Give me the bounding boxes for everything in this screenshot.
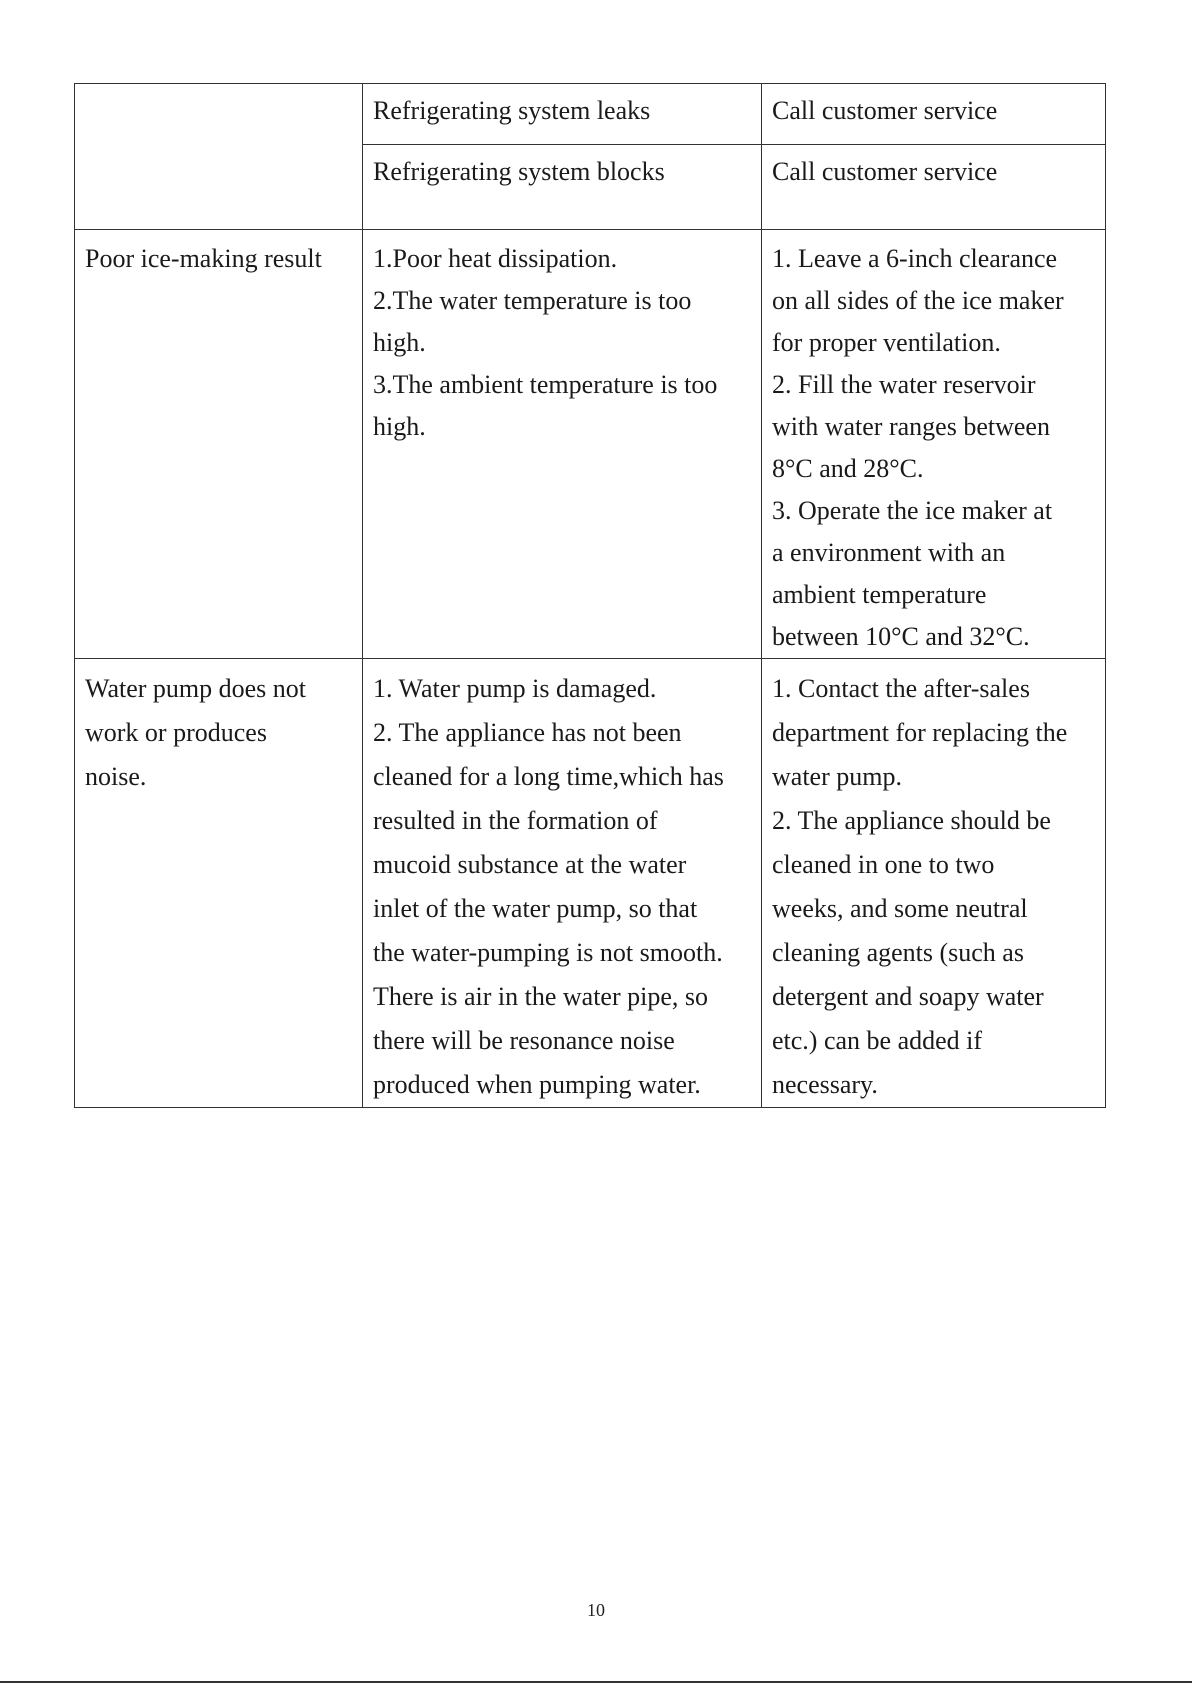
cell-text-line: weeks, and some neutral — [772, 894, 1028, 923]
cell-text-line: 8°C and 28°C. — [772, 454, 924, 483]
cell-text-line: cleaned for a long time,which has — [373, 762, 724, 791]
cell-text-line: cleaning agents (such as — [772, 938, 1024, 967]
cell-text-line: between 10°C and 32°C. — [772, 622, 1030, 651]
cell-text-line: a environment with an — [772, 538, 1006, 567]
cell-text-line: for proper ventilation. — [772, 328, 1001, 357]
cell-text-line: mucoid substance at the water — [373, 850, 687, 879]
cell-text-line: 3. Operate the ice maker at — [772, 496, 1053, 525]
cause-cell — [363, 84, 762, 145]
cell-text-line: ambient temperature — [772, 580, 987, 609]
problem-cell — [75, 659, 363, 1108]
cell-text-line: 1. Leave a 6-inch clearance — [772, 244, 1058, 273]
cell-text-line: Refrigerating system blocks — [373, 157, 665, 186]
cell-text-line: 1. Contact the after-sales — [772, 674, 1030, 703]
cell-text-line: Call customer service — [772, 157, 998, 186]
cell-text-line: resulted in the formation of — [373, 806, 658, 835]
table-row — [75, 84, 1106, 145]
cell-text-line: high. — [373, 328, 426, 357]
cell-text-line: Poor ice-making result — [85, 244, 322, 273]
cell-text-line: on all sides of the ice maker — [772, 286, 1064, 315]
cell-text-line: 2. The appliance should be — [772, 806, 1051, 835]
cell-text-line: high. — [373, 412, 426, 441]
problem-cell — [75, 84, 363, 145]
table-row — [75, 659, 1106, 1108]
solution-cell — [762, 659, 1106, 1108]
page-number: 10 — [587, 1600, 605, 1620]
solution-cell — [762, 230, 1106, 659]
cause-cell — [363, 659, 762, 1108]
solution-cell — [762, 145, 1106, 230]
cell-text-line: cleaned in one to two — [772, 850, 995, 879]
cell-text-line: 1.Poor heat dissipation. — [373, 244, 618, 273]
solution-cell — [762, 84, 1106, 145]
cell-text-line: produced when pumping water. — [373, 1070, 701, 1099]
table-row — [75, 145, 1106, 230]
cell-text-line: There is air in the water pipe, so — [373, 982, 708, 1011]
table-row — [75, 230, 1106, 659]
cell-text-line: 3.The ambient temperature is too — [373, 370, 718, 399]
cell-text-line: water pump. — [772, 762, 902, 791]
cell-text-line: Water pump does not — [85, 674, 307, 703]
footer-divider — [0, 1681, 1192, 1683]
cell-text-line: with water ranges between — [772, 412, 1050, 441]
cell-text-line: necessary. — [772, 1070, 878, 1099]
cell-text-line: department for replacing the — [772, 718, 1068, 747]
problem-cell — [75, 230, 363, 659]
cell-text-line: detergent and soapy water — [772, 982, 1044, 1011]
cell-text-line: etc.) can be added if — [772, 1026, 983, 1055]
cell-text-line: Refrigerating system leaks — [373, 96, 651, 125]
cell-text-line: 1. Water pump is damaged. — [373, 674, 657, 703]
cell-text-line: there will be resonance noise — [373, 1026, 675, 1055]
cell-text-line: 2. The appliance has not been — [373, 718, 682, 747]
cell-text-line: 2. Fill the water reservoir — [772, 370, 1036, 399]
cell-text-line: inlet of the water pump, so that — [373, 894, 698, 923]
cell-text-line: the water-pumping is not smooth. — [373, 938, 723, 967]
cause-cell — [363, 230, 762, 659]
cause-cell — [363, 145, 762, 230]
cell-text-line: noise. — [85, 762, 147, 791]
problem-cell — [75, 145, 363, 230]
cell-text-line: 2.The water temperature is too — [373, 286, 692, 315]
cell-text-line: Call customer service — [772, 96, 998, 125]
troubleshooting-table — [74, 83, 1106, 1108]
cell-text-line: work or produces — [85, 718, 267, 747]
